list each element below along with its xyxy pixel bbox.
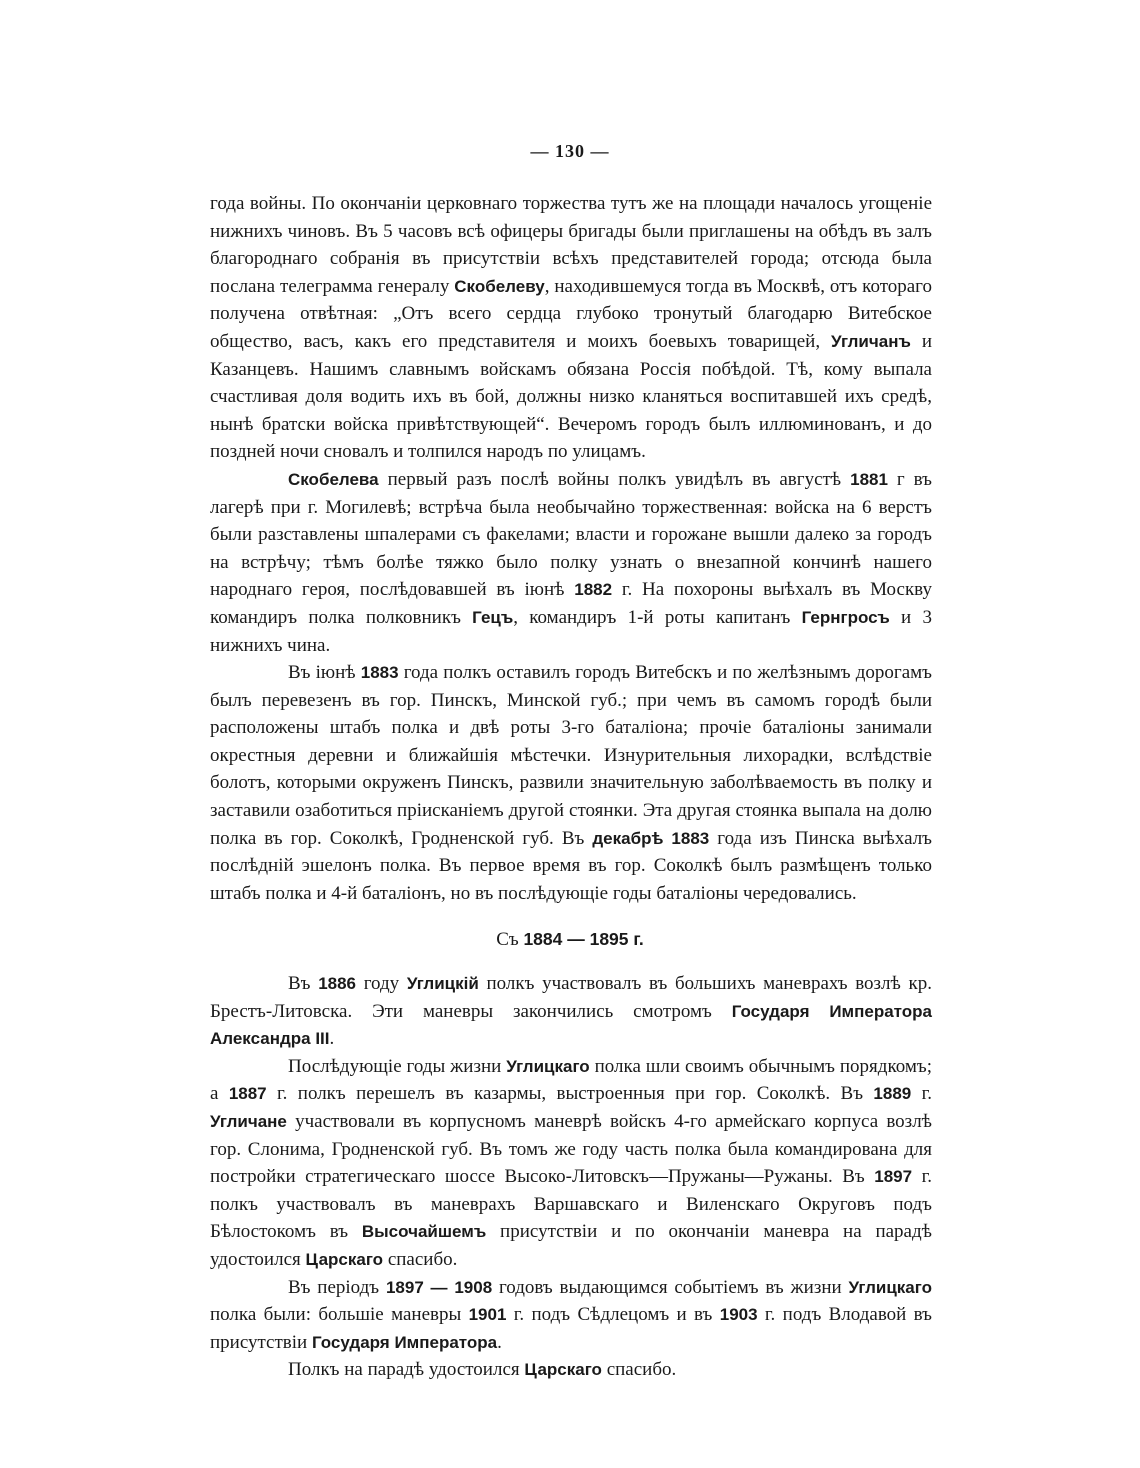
text-run: . [329, 1028, 335, 1050]
text-run: г. подъ Сѣдлецомъ и въ [506, 1304, 720, 1326]
text-run: , находившемуся тогда въ Москвѣ, отъ котораго получена отвѣтная: „Отъ всего сердца глубоко тронутый благодарю Витебское общество, васъ, какъ его представителя и моихъ боевыхъ товарищей, [210, 275, 933, 352]
text-run: году [356, 973, 407, 994]
text-block-top [210, 190, 932, 907]
text-run: Въ [288, 973, 319, 994]
text-run: и 3 нижнихъ чина. [210, 606, 932, 656]
text-run: г. полкъ участвовалъ въ маневрахъ Варшавскаго и Виленскаго Округовъ подъ Бѣлостокомъ въ [210, 1166, 933, 1243]
bold-run: 1883 [360, 663, 399, 683]
section-heading [0, 926, 1140, 954]
paragraph [210, 190, 932, 466]
text-run: и Казанцевъ. Нашимъ славнымъ войскамъ обязана Россія побѣдой. Тѣ, кому выпала счастливая доля водить ихъ въ бой, должны низко кланяться воспитавшей ихъ средѣ, нынѣ братски войска привѣтствующей“. Вечеромъ городъ былъ иллюминованъ, и до поздней ночи сновалъ и толпился народъ по улицамъ. [210, 330, 932, 463]
bold-run: Углицкаго [848, 1277, 932, 1297]
bold-run: 1881 [850, 469, 888, 489]
text-run: участвовали въ корпусномъ маневрѣ войскъ 4-го армейскаго корпуса возлѣ гор. Слонима, Гродненской губ. Въ томъ же году часть полка была командирована для постройки стратегическаго шоссе Высоко-Литовскъ—Пружаны—Ружаны. Въ [210, 1110, 932, 1188]
bold-run: декабрѣ 1883 [592, 828, 710, 848]
text-run: спасибо. [383, 1248, 458, 1270]
bold-run: Гернгросъ [801, 607, 890, 627]
bold-run: Скобелеву [454, 276, 545, 296]
bold-run: 1897 [874, 1167, 913, 1187]
text-run: Послѣдующіе годы жизни [288, 1055, 507, 1077]
text-run: г. полкъ перешелъ въ казармы, выстроенныя при гор. Соколкѣ. Въ [266, 1083, 874, 1105]
text-run: г въ лагерѣ при г. Могилевѣ; встрѣча была необычайно торжественная: войска на 6 верстъ были разставлены шпалерами съ факелами; власти и горожане вышли далеко за городъ на встрѣчу; тѣмъ болѣе тяжко было полку узнать о внезапной кончинѣ нашего народнаго героя, послѣдовавшей въ іюнѣ [210, 468, 932, 601]
text-run: полка были: большіе маневры [210, 1304, 469, 1326]
bold-run: 1887 [228, 1084, 267, 1104]
text-run: года войны. По окончаніи церковнаго торжества тутъ же на площади началось угощеніе нижнихъ чиновъ. Въ 5 часовъ всѣ офицеры бригады были приглашены на обѣдъ въ залъ благороднаго собранія въ присутствіи всѣхъ представителей города; отсюда была послана телеграмма генералу [210, 193, 932, 297]
text-run: присутствіи и по окончаніи маневра на парадѣ удостоился [210, 1221, 932, 1270]
text-run: полкъ участвовалъ въ большихъ маневрахъ возлѣ кр. Брестъ-Литовска. Эти маневры закончились смотромъ [210, 973, 932, 1022]
bold-run: 1889 [873, 1084, 912, 1104]
text-run: полка шли своимъ обычнымъ порядкомъ; а [210, 1055, 932, 1105]
text-run: года полкъ оставилъ городъ Витебскъ и по желѣзнымъ дорогамъ былъ перевезенъ въ гор. Пинскъ, Минской губ.; при чемъ въ самомъ городѣ были расположены штабъ полка и двѣ роты 3-го баталіона; прочіе баталіоны занимали окрестныя деревни и ближайшія мѣстечки. Изнурительныя лихорадки, вслѣдствіе болотъ, которыми окруженъ Пинскъ, развили значительную заболѣваемость въ полку и заставили озаботиться пріисканіемъ другой стоянки. Эта другая стоянка выпала на долю полка въ гор. Соколкѣ, Гродненской губ. Въ [210, 662, 932, 849]
bold-run: Угличане [210, 1111, 287, 1131]
bold-run: 1901 [468, 1305, 507, 1325]
bold-run: Углицкій [406, 974, 479, 993]
text-run: спасибо. [601, 1359, 677, 1381]
text-run: г. подъ Влодавой въ присутствіи [210, 1304, 932, 1353]
bold-run: 1903 [719, 1305, 758, 1325]
bold-run: Углицкаго [506, 1056, 590, 1076]
bold-run: 1882 [574, 580, 613, 600]
paragraph [210, 659, 932, 907]
bold-run: 1886 [318, 974, 357, 993]
bold-run: Царскаго [305, 1249, 384, 1269]
text-run: г. [911, 1083, 933, 1105]
bold-run: Угличанъ [831, 331, 911, 351]
page-number: — 130 — [530, 141, 610, 161]
paragraph [210, 1274, 932, 1357]
text-run: Полкъ на парадѣ удостоился [288, 1359, 525, 1381]
bold-run: 1884 — 1895 г. [523, 929, 644, 949]
text-run: Въ іюнѣ [288, 662, 361, 684]
text-run: первый разъ послѣ войны полкъ увидѣлъ въ августѣ [378, 468, 851, 490]
text-run: года изъ Пинска выѣхалъ послѣдній эшелонъ полка. Въ первое время въ гор. Соколкѣ былъ размѣщенъ только штабъ полка и 4-й баталіонъ, но въ послѣдующіе годы баталіоны чередовались. [210, 827, 933, 904]
text-run: Съ [496, 929, 524, 950]
paragraph [210, 466, 932, 659]
bold-run: 1897 — 1908 [385, 1277, 493, 1297]
text-run: . [497, 1331, 502, 1353]
bold-run: Государя Императора Александра III [210, 1001, 932, 1049]
bold-run: Высочайшемъ [361, 1222, 487, 1242]
text-run: , командиръ 1-й роты капитанъ [513, 606, 802, 628]
text-block-bottom [210, 970, 932, 1384]
bold-run: Государя Императора [311, 1332, 498, 1352]
paragraph [210, 1356, 932, 1384]
paragraph [210, 1053, 932, 1274]
bold-run: Гецъ [472, 607, 514, 627]
paragraph [210, 970, 932, 1053]
text-run: годовъ выдающимся событіемъ въ жизни [492, 1276, 849, 1298]
bold-run: Царскаго [524, 1360, 602, 1380]
bold-run: Скобелева [288, 469, 379, 489]
text-run: г. На похороны выѣхалъ въ Москву командиръ полка полковникъ [210, 579, 933, 628]
text-run: Въ періодъ [288, 1276, 386, 1298]
